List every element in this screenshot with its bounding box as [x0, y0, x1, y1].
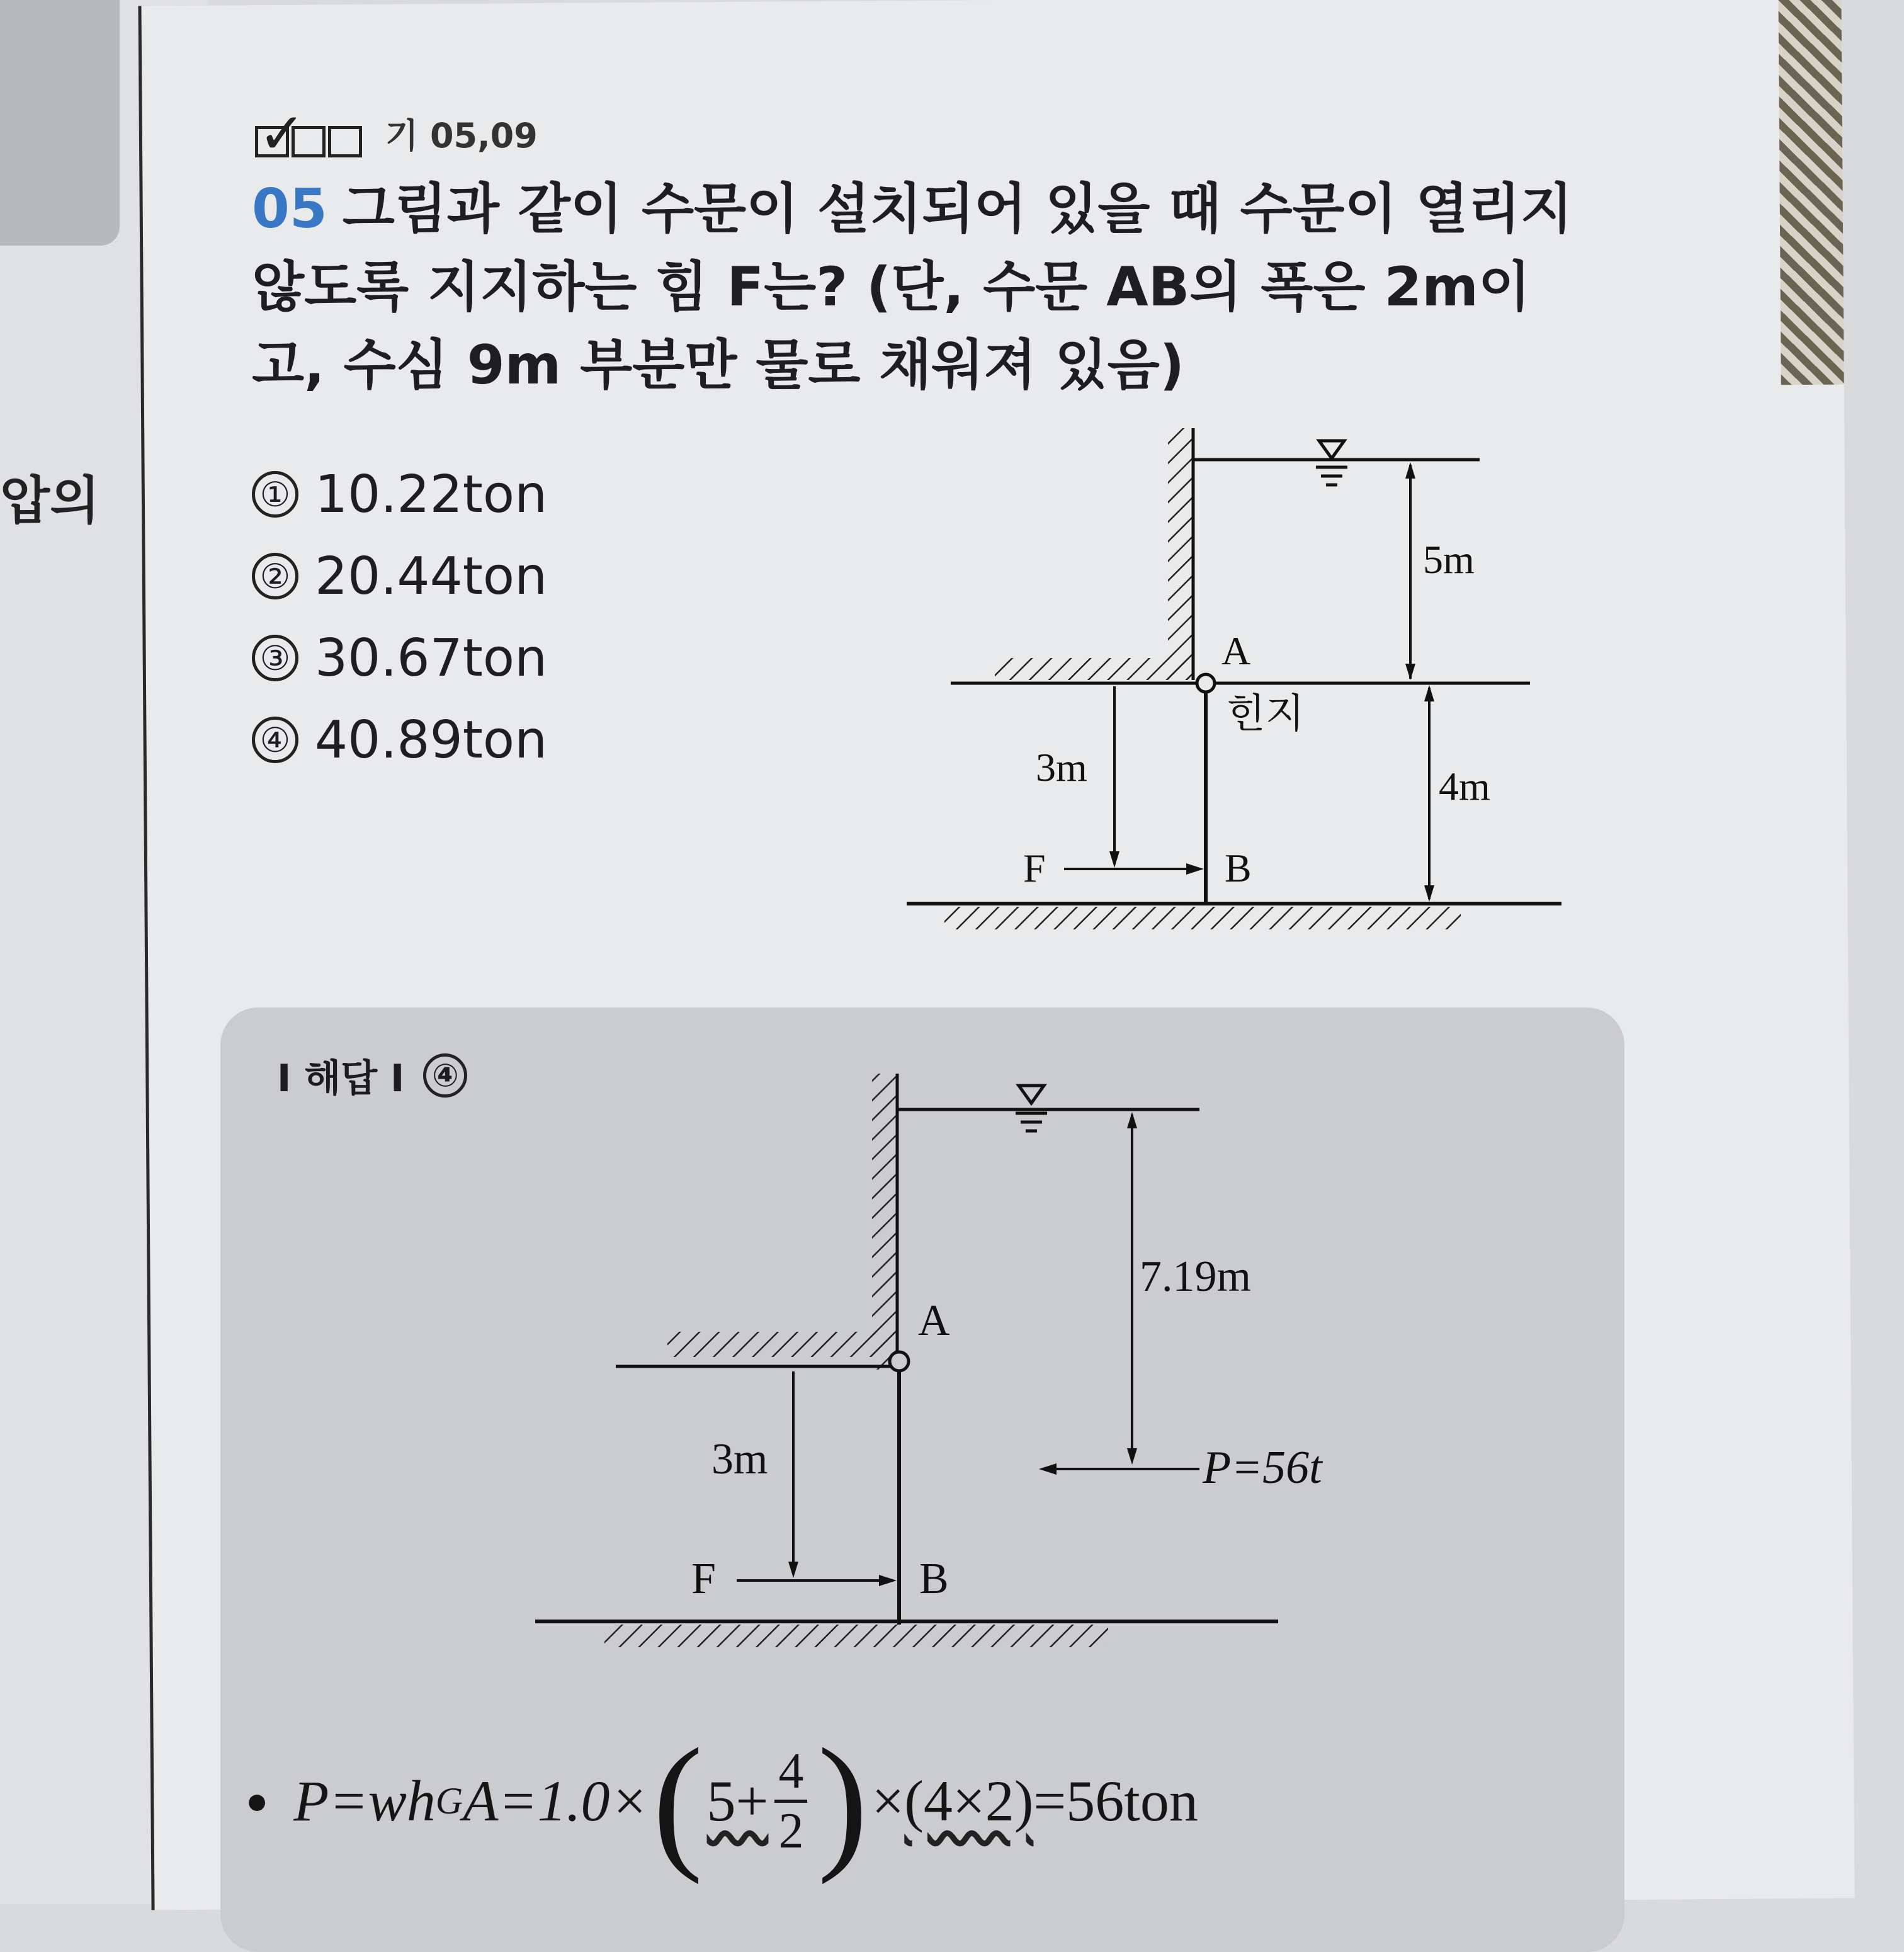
label-a: A	[1221, 628, 1251, 673]
choice-number: ③	[252, 635, 298, 681]
dim-5m-label: 5m	[1423, 537, 1475, 582]
formula-depth	[707, 1768, 769, 1834]
force-f-arrow	[1186, 863, 1204, 875]
formula-fraction	[774, 1743, 807, 1859]
choice-4[interactable]	[252, 699, 547, 781]
wall-hatch	[872, 1074, 897, 1370]
dim-arrow	[1127, 1112, 1137, 1128]
question-number: 05	[252, 178, 327, 241]
hinge-icon	[890, 1352, 909, 1371]
fraction-denominator: 2	[778, 1803, 804, 1859]
answer-label: I 해답 I	[277, 1057, 405, 1101]
formula-result: =56ton	[1033, 1769, 1198, 1833]
checkbox-group[interactable]	[252, 101, 371, 167]
formula-area: (4×2)	[904, 1769, 1034, 1833]
choice-number: ②	[252, 553, 298, 599]
dim-arrow	[1405, 462, 1415, 479]
formula-five-plus: 5+	[706, 1769, 769, 1833]
solution-figure	[535, 1064, 1354, 1662]
solution-formula	[246, 1717, 1198, 1885]
question	[252, 170, 1599, 404]
choice-3[interactable]	[252, 617, 547, 699]
dim-arrow	[1424, 885, 1434, 902]
paren-close-icon: )	[817, 1717, 868, 1885]
formula-times: ×	[871, 1769, 905, 1833]
choice-2[interactable]	[252, 535, 547, 617]
label-b: B	[919, 1555, 949, 1603]
problem-header	[252, 101, 538, 167]
force-f-arrow	[879, 1575, 897, 1586]
ledge-hatch	[995, 658, 1190, 680]
label-a: A	[918, 1297, 950, 1345]
formula-a: A=1.0×	[463, 1769, 649, 1833]
page-edge-background	[1778, 0, 1844, 385]
dim-arrow	[1405, 664, 1415, 680]
hinge-label: 힌지	[1227, 691, 1305, 737]
choice-1[interactable]	[252, 453, 547, 535]
label-b: B	[1225, 846, 1252, 890]
paren-open-icon: (	[652, 1717, 703, 1885]
answer-header	[277, 1048, 484, 1103]
wall-hatch	[1168, 428, 1193, 680]
answer-choice: ④	[423, 1053, 467, 1098]
hinge-icon	[1197, 674, 1215, 692]
force-p-label: P=56t	[1203, 1442, 1322, 1494]
dim-arrow	[788, 1562, 798, 1578]
water-level-icon	[1316, 441, 1347, 485]
check-mark-icon: ✓	[258, 101, 306, 167]
label-f: F	[691, 1555, 716, 1603]
fraction-numerator: 4	[774, 1743, 807, 1803]
floor-hatch	[944, 907, 1461, 929]
left-page-fragment: 압의	[0, 471, 100, 531]
exam-tag: 기 05,09	[385, 116, 538, 156]
checkbox-3[interactable]	[328, 126, 362, 157]
question-text: 그림과 같이 수문이 설치되어 있을 때 수문이 열리지 않도록 지지하는 힘 F는? (단, 수문 AB의 폭은 2m이고, 수심 9m 부분만 물로 채워져 있음)	[252, 178, 1573, 397]
choice-text: 20.44ton	[315, 546, 548, 606]
dim-3m-label: 3m	[711, 1435, 768, 1484]
dim-arrow	[1109, 851, 1119, 868]
force-p-arrow	[1039, 1463, 1057, 1475]
choice-text: 40.89ton	[315, 710, 548, 770]
choice-text: 30.67ton	[315, 628, 548, 688]
dim-depth-label: 7.19m	[1140, 1252, 1251, 1301]
choice-number: ④	[252, 717, 298, 763]
formula-subscript: G	[435, 1779, 463, 1822]
bullet-icon: ●	[246, 1779, 269, 1822]
choice-text: 10.22ton	[315, 464, 548, 525]
label-f: F	[1023, 846, 1046, 890]
dim-4m-label: 4m	[1439, 764, 1490, 809]
choice-list	[252, 453, 547, 781]
dim-3m-label: 3m	[1036, 745, 1087, 790]
ledge-hatch	[667, 1332, 894, 1357]
gate-figure	[881, 416, 1587, 957]
formula-lhs: P=wh	[293, 1769, 436, 1833]
dim-arrow	[1424, 685, 1434, 701]
left-page-gray-block	[0, 0, 120, 246]
choice-number: ①	[252, 471, 298, 518]
floor-hatch	[604, 1625, 1108, 1647]
dim-arrow	[1127, 1448, 1137, 1465]
